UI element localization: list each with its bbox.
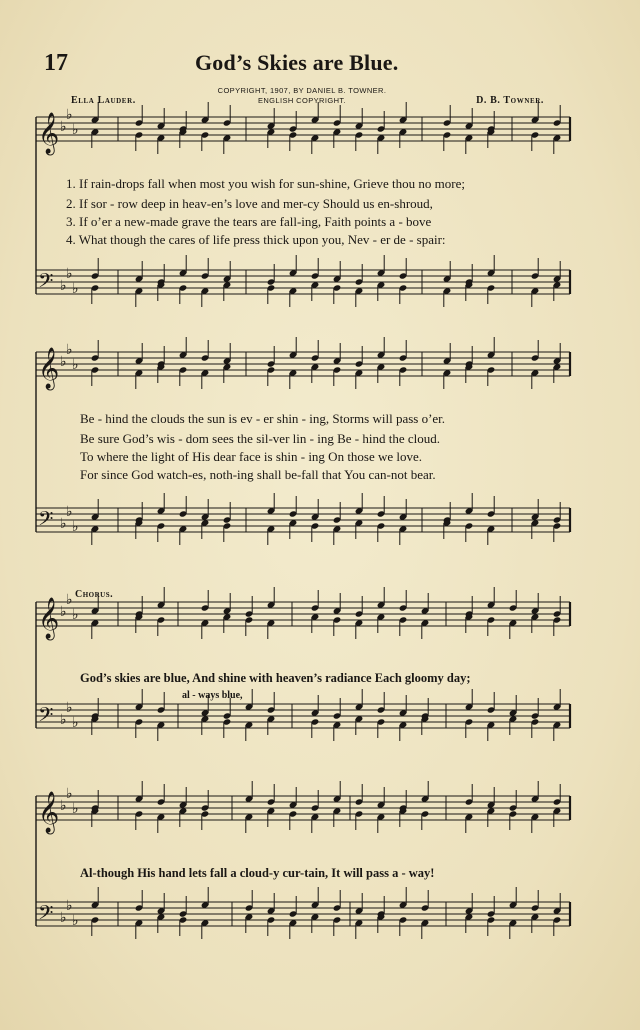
verse-3-refrain-line: To where the light of His dear face is shin - ing On those we love. [80, 449, 423, 464]
flat-icon: ♭ [66, 700, 73, 716]
bass-clef-icon: 𝄢 [38, 269, 54, 297]
chorus-line-2: Al-though His hand lets fall a cloud-y cur-tain, It will pass a - way! [80, 866, 435, 880]
flat-icon: ♭ [66, 504, 73, 520]
flat-icon: ♭ [60, 910, 67, 926]
flat-icon: ♭ [72, 519, 79, 535]
flat-icon: ♭ [60, 516, 67, 532]
treble-clef-icon: 𝄞 [38, 792, 60, 833]
hymn-title: God’s Skies are Blue. [195, 50, 399, 75]
bass-clef-icon: 𝄢 [38, 901, 54, 929]
verse-4-refrain-line: For since God watch-es, noth-ing shall be-fall that You can-not bear. [80, 467, 436, 482]
flat-icon: ♭ [60, 278, 67, 294]
flat-icon: ♭ [66, 786, 73, 802]
flat-icon: ♭ [66, 342, 73, 358]
bass-clef-icon: 𝄢 [38, 703, 54, 731]
flat-icon: ♭ [72, 357, 79, 373]
flat-icon: ♭ [60, 354, 67, 370]
verse-4-line: 4. What though the cares of life press thick upon you, Nev - er de - spair: [66, 232, 446, 247]
treble-clef-icon: 𝄞 [38, 598, 60, 639]
flat-icon: ♭ [66, 266, 73, 282]
copyright-line: COPYRIGHT, 1907, BY DANIEL B. TOWNER. [217, 86, 387, 95]
verse-2-refrain-line: Be sure God’s wis - dom sees the sil-ver lin - ing Be - hind the cloud. [80, 431, 440, 446]
flat-icon: ♭ [66, 592, 73, 608]
verse-1-refrain-line: Be - hind the clouds the sun is ev - er shin - ing, Storms will pass o’er. [80, 411, 446, 426]
flat-icon: ♭ [60, 604, 67, 620]
verse-3-line: 3. If o’er a new-made grave the tears are fall-ing, Faith points a - bove [66, 214, 432, 229]
chorus-echo: al - ways blue, [182, 690, 243, 701]
verse-1-line: 1. If rain-drops fall when most you wish for sun-shine, Grieve thou no more; [66, 176, 465, 191]
flat-icon: ♭ [66, 107, 73, 123]
hymn-number: 17 [44, 50, 68, 76]
flat-icon: ♭ [60, 798, 67, 814]
copyright-line: ENGLISH COPYRIGHT. [257, 96, 347, 105]
flat-icon: ♭ [72, 715, 79, 731]
chorus-label: Chorus. [75, 589, 114, 600]
flat-icon: ♭ [72, 801, 79, 817]
flat-icon: ♭ [72, 607, 79, 623]
flat-icon: ♭ [60, 119, 67, 135]
flat-icon: ♭ [72, 913, 79, 929]
flat-icon: ♭ [60, 712, 67, 728]
flat-icon: ♭ [72, 281, 79, 297]
flat-icon: ♭ [72, 122, 79, 138]
bass-clef-icon: 𝄢 [38, 507, 54, 535]
treble-clef-icon: 𝄞 [38, 348, 60, 389]
flat-icon: ♭ [66, 898, 73, 914]
chorus-line-1: God’s skies are blue, And shine with heaven’s radiance Each gloomy day; [80, 671, 471, 685]
composer-credit: D. B. Towner. [476, 95, 544, 106]
verse-2-line: 2. If sor - row deep in heav-en’s love and mer-cy Should us en-shroud, [66, 196, 433, 211]
treble-clef-icon: 𝄞 [38, 113, 60, 154]
lyricist-credit: Ella Lauder. [71, 95, 136, 106]
